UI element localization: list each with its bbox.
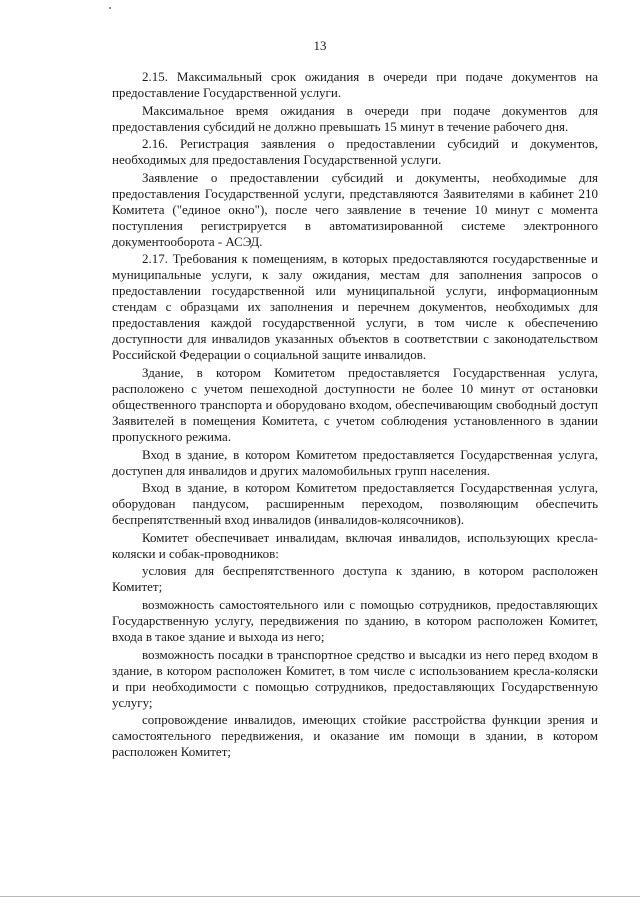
paragraph-waiting-time: Максимальное время ожидания в очереди при подаче документов для предоставления субсидий не должно превышать 15 минут в течение рабочего дня. [112, 102, 598, 134]
scan-speck [109, 7, 111, 9]
paragraph-building-location: Здание, в котором Комитетом предоставляется Государственная услуга, расположено с учетом пешеходной доступности не более 10 минут от остановки общественного транспорта и оборудовано входом, обеспечивающим свободный доступ Заявителей в помещения Комитета, с учетом соблюдения установленного в здании пропускного режима. [112, 364, 598, 444]
scan-edge-line [0, 896, 640, 897]
paragraph-2-15-heading: 2.15. Максимальный срок ожидания в очереди при подаче документов на предоставление Государственной услуги. [112, 69, 598, 100]
paragraph-committee-provides: Комитет обеспечивает инвалидам, включая инвалидов, использующих кресла-коляски и собак-проводников: [112, 529, 598, 561]
list-item-access-conditions: условия для беспрепятственного доступа к зданию, в котором расположен Комитет; [112, 563, 598, 595]
list-item-boarding: возможность посадки в транспортное средство и высадки из него перед входом в здание, в котором расположен Комитет, в том числе с использованием кресла-коляски и при необходимости с помощью сотрудников, предоставляющих Государственную услугу; [112, 646, 598, 710]
list-item-escort: сопровождение инвалидов, имеющих стойкие расстройства функции зрения и самостоятельного передвижения, и оказание им помощи в здании, в котором расположен Комитет; [112, 712, 598, 760]
document-body [112, 69, 598, 762]
paragraph-entrance-access: Вход в здание, в котором Комитетом предоставляется Государственная услуга, доступен для инвалидов и других маломобильных групп населения. [112, 446, 598, 478]
list-item-movement: возможность самостоятельного или с помощью сотрудников, предоставляющих Государственную услугу, передвижения по зданию, в котором расположен Комитет, входа в такое здание и выхода из него; [112, 596, 598, 644]
paragraph-entrance-ramp: Вход в здание, в котором Комитетом предоставляется Государственная услуга, оборудован пандусом, расширенным переходом, позволяющим обеспечить беспрепятственный вход инвалидов (инвалидов-колясочников). [112, 480, 598, 528]
paragraph-2-16-heading: 2.16. Регистрация заявления о предоставлении субсидий и документов, необходимых для предоставления Государственной услуги. [112, 136, 598, 168]
paragraph-2-17-heading: 2.17. Требования к помещениям, в которых предоставляются государственные и муниципальные услуги, к залу ожидания, местам для заполнения запросов о предоставлении государственной или муниципальной услуги, информационным стендам с образцами их заполнения и перечнем документов, необходимых для предоставления каждой государственной услуги, в том числе к обеспечению доступности для инвалидов указанных объектов в соответствии с законодательством Российской Федерации о социальной защите инвалидов. [112, 251, 598, 363]
page-number: 13 [313, 38, 327, 53]
paragraph-registration: Заявление о предоставлении субсидий и документы, необходимые для предоставления Государственной услуги, представляются Заявителями в кабинет 210 Комитета ("единое окно"), после чего заявление в течение 10 минут с момента поступления регистрируется в автоматизированной системе электронного документооборота - АСЭД. [112, 169, 598, 249]
